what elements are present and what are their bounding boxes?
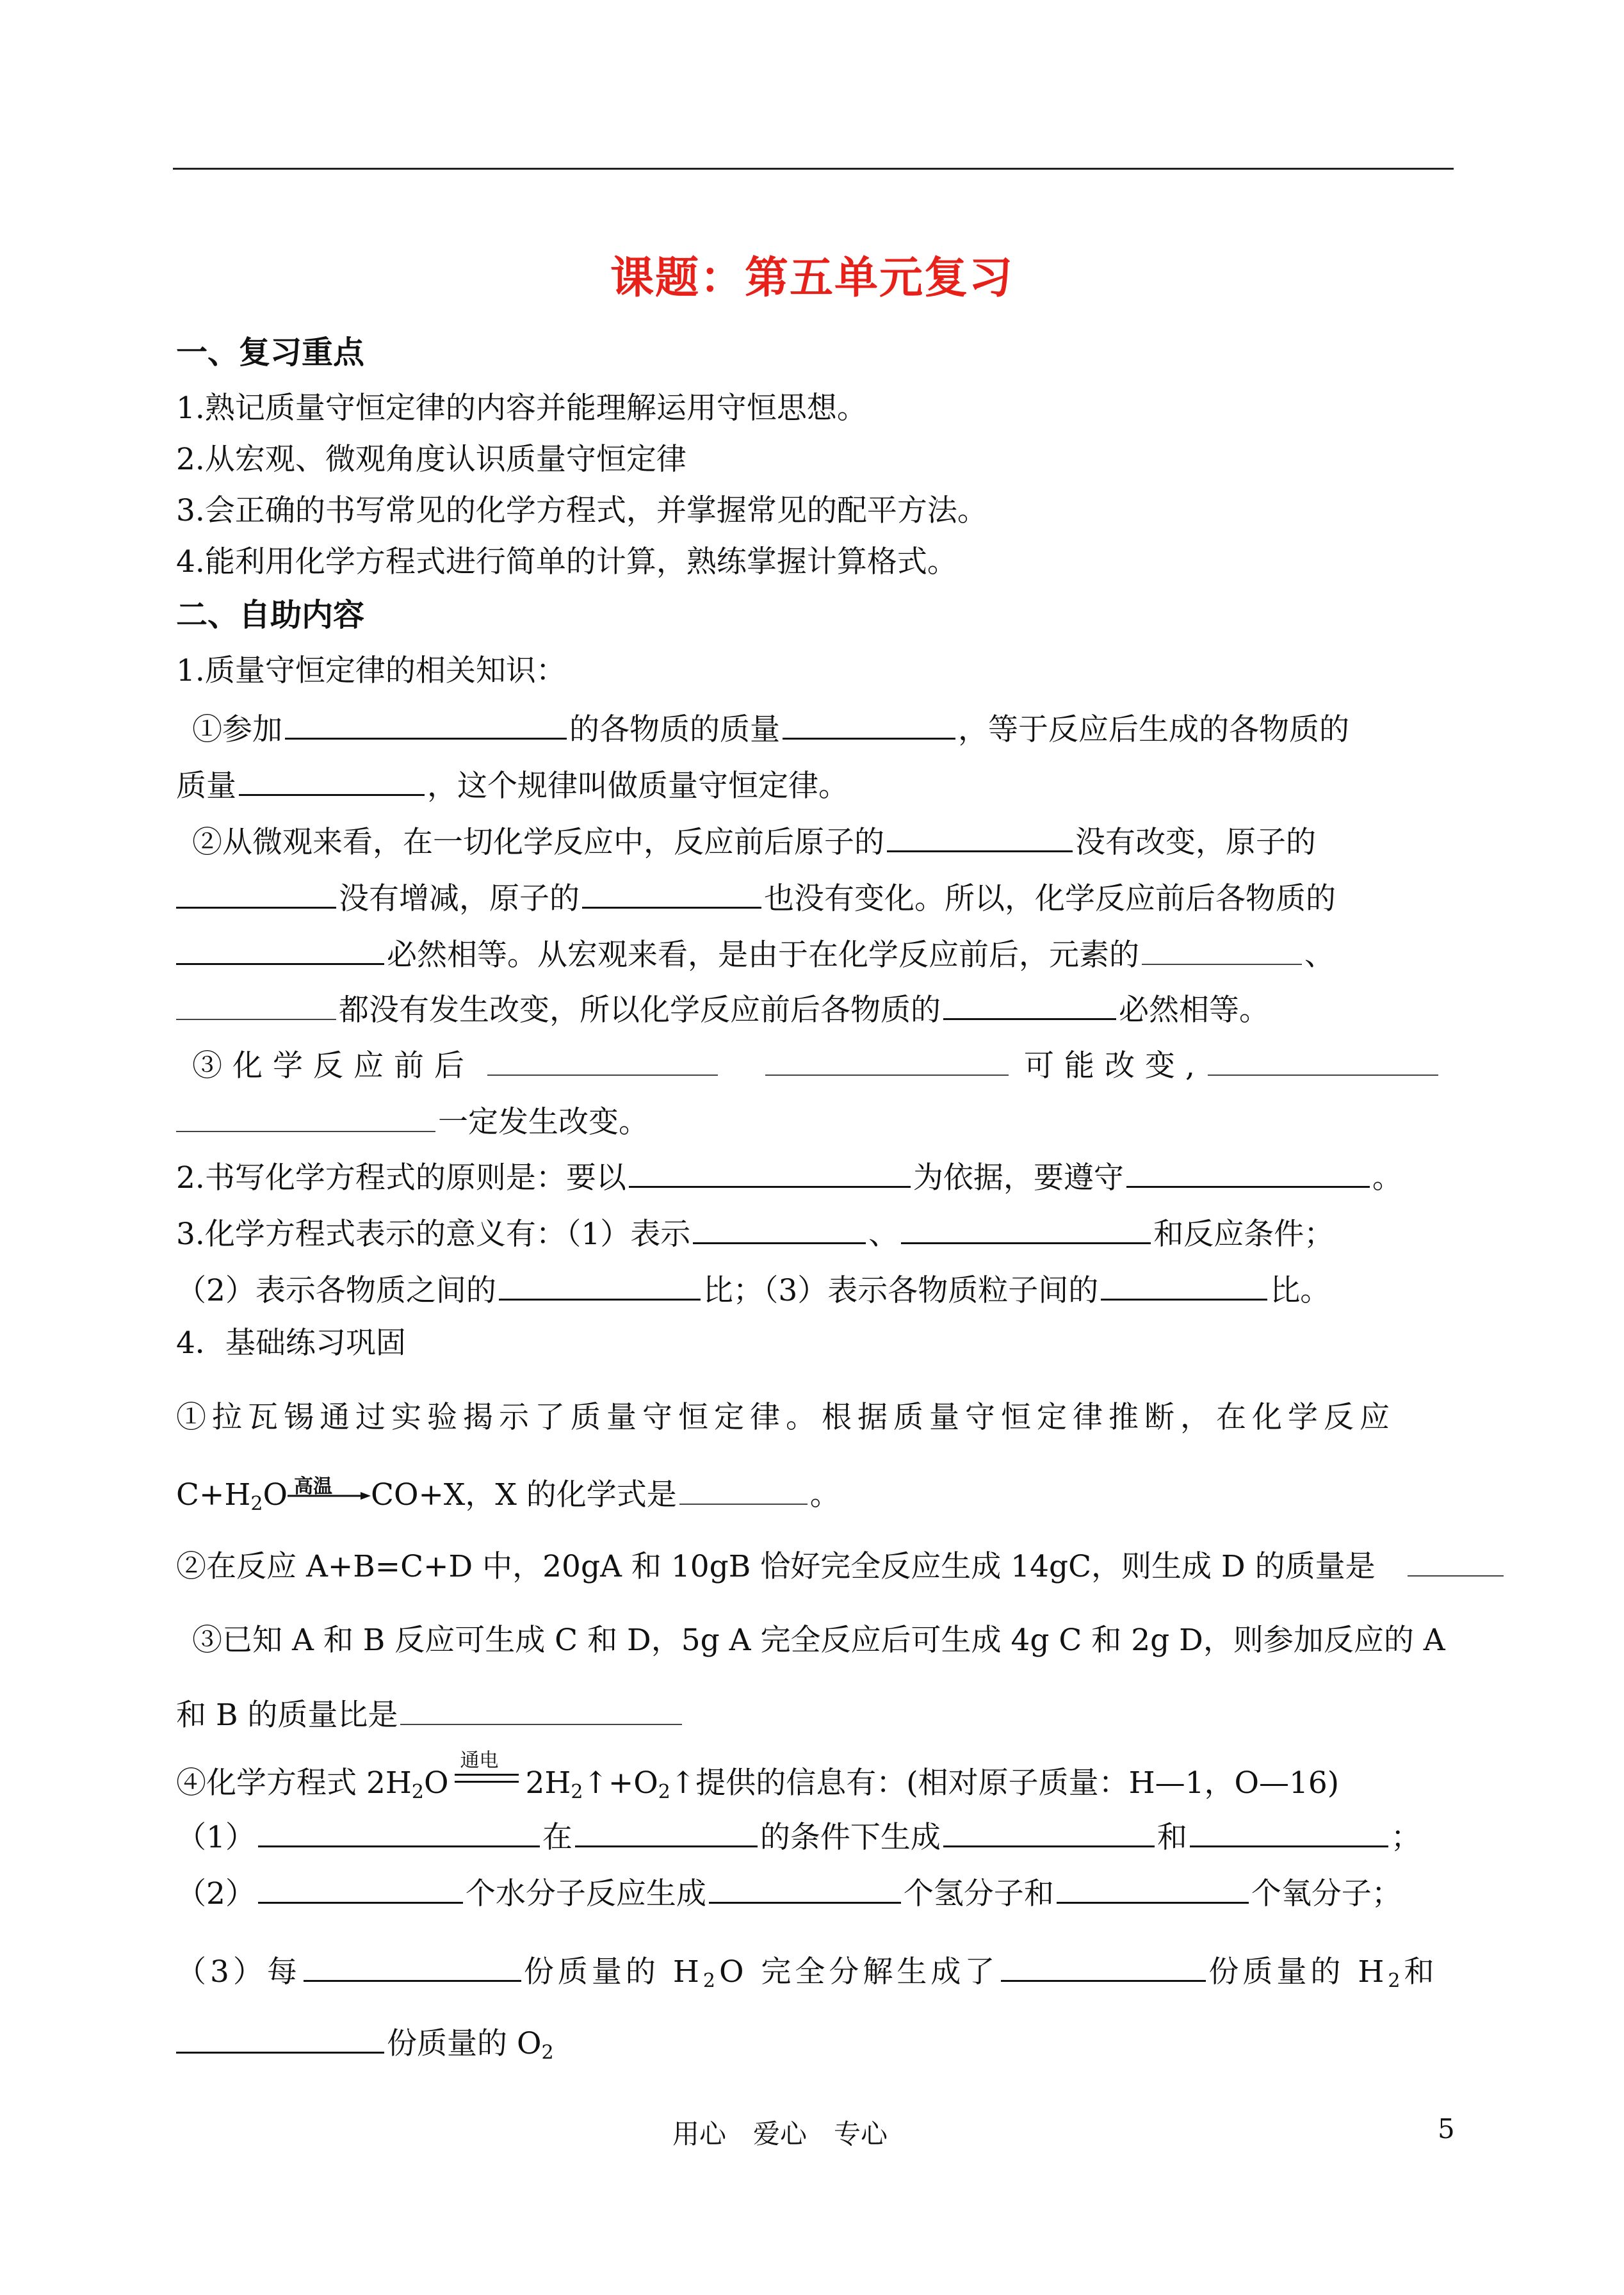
blank-input[interactable]: [943, 990, 1116, 1020]
blank-input[interactable]: [582, 879, 761, 909]
blank-input[interactable]: [176, 879, 336, 909]
practice-heading: 4．基础练习巩固: [176, 1326, 406, 1361]
page-title: 课题：第五单元复习: [610, 252, 1014, 304]
reaction-equals-sign: 通电: [448, 1761, 525, 1793]
blank-input[interactable]: [400, 1696, 682, 1725]
blank-input[interactable]: [285, 710, 567, 740]
blank-input[interactable]: [1001, 1952, 1206, 1982]
reaction-arrow: 高温: [288, 1473, 371, 1505]
blank-input[interactable]: [176, 935, 384, 965]
blank-input[interactable]: [176, 1103, 435, 1132]
blank-input[interactable]: [765, 1046, 1009, 1076]
blank-input[interactable]: [901, 1214, 1151, 1244]
blank-input[interactable]: [304, 1952, 521, 1982]
page-number: 5: [1438, 2113, 1455, 2145]
arrow-icon: [288, 1492, 371, 1500]
question-4-part-2: （2） 个水分子反应生成 个氢分子和 个氧分子；: [176, 1874, 1457, 1913]
blank-input[interactable]: [239, 766, 425, 796]
review-item-3: 3.会正确的书写常见的化学方程式，并掌握常见的配平方法。: [176, 493, 987, 528]
conservation-intro: 1.质量守恒定律的相关知识：: [176, 653, 566, 688]
blank-input[interactable]: [943, 1817, 1155, 1847]
review-item-2: 2.从宏观、微观角度认识质量守恒定律: [176, 442, 686, 477]
blank-input[interactable]: [575, 1817, 758, 1847]
question-4-part-1: （1） 在 的条件下生成 和 ；: [176, 1817, 1457, 1857]
fill-line-11: （2）表示各物质之间的 比；（3）表示各物质粒子间的 比。: [176, 1270, 1457, 1310]
section1-heading: 一、复习重点: [176, 334, 365, 371]
blank-input[interactable]: [258, 1817, 540, 1847]
blank-input[interactable]: [499, 1270, 701, 1301]
question-4-part-3-cont: 份质量的 $O_2$: [176, 2023, 1457, 2063]
header-rule: [173, 168, 1454, 170]
section2-heading: 二、自助内容: [176, 596, 365, 633]
blank-input[interactable]: [679, 1475, 808, 1505]
blank-input[interactable]: [887, 822, 1073, 852]
blank-input[interactable]: [1126, 1158, 1370, 1188]
blank-input[interactable]: [1057, 1874, 1249, 1904]
question-1-line-2: $C+H_2O$ 高温 CO+X，X 的化学式是 。: [176, 1473, 1457, 1514]
fill-line-2: 质量 ，这个规律叫做质量守恒定律。: [176, 766, 1457, 806]
fill-line-6: 都没有发生改变，所以化学反应前后各物质的 必然相等。: [176, 990, 1457, 1030]
question-4-part-3: （3）每 份质量的 $H_2O$ 完全分解生成了 份质量的 $H_2$和: [176, 1952, 1457, 1991]
fill-line-8: 一定发生改变。: [176, 1103, 1457, 1142]
fill-line-5: 必然相等。从宏观来看，是由于在化学反应前后，元素的 、: [176, 935, 1457, 975]
blank-input[interactable]: [1208, 1046, 1438, 1076]
footer-motto: 用心 爱心 专心: [672, 2118, 888, 2150]
fill-line-9: 2.书写化学方程式的原则是：要以 为依据，要遵守 。: [176, 1158, 1457, 1197]
review-item-4: 4.能利用化学方程式进行简单的计算，熟练掌握计算格式。: [176, 544, 957, 580]
blank-input[interactable]: [693, 1214, 866, 1244]
blank-input[interactable]: [1101, 1270, 1267, 1301]
blank-input[interactable]: [176, 2023, 384, 2054]
fill-line-10: 3.化学方程式表示的意义有：（1）表示 、 和反应条件；: [176, 1214, 1457, 1254]
question-1-line-1: ①拉瓦锡通过实验揭示了质量守恒定律。根据质量守恒定律推断，在化学反应: [176, 1400, 1395, 1435]
question-3-line-2: 和 B 的质量比是: [176, 1696, 1457, 1735]
fill-line-4: 没有增减，原子的 也没有变化。所以，化学反应前后各物质的: [176, 879, 1457, 918]
fill-line-3: ②从微观来看，在一切化学反应中，反应前后原子的 没有改变，原子的: [192, 822, 1473, 862]
blank-input[interactable]: [629, 1158, 911, 1188]
blank-input[interactable]: [1190, 1817, 1388, 1847]
blank-input[interactable]: [258, 1874, 463, 1904]
question-2: ②在反应 A+B=C+D 中，20gA 和 10gB 恰好完全反应生成 14gC，则生成 D 的质量是: [176, 1547, 1457, 1586]
blank-input[interactable]: [783, 710, 955, 740]
blank-input[interactable]: [1142, 936, 1302, 965]
review-item-1: 1.熟记质量守恒定律的内容并能理解运用守恒思想。: [176, 391, 867, 426]
blank-input[interactable]: [709, 1874, 901, 1904]
fill-line-1: ①参加 的各物质的质量 ，等于反应后生成的各物质的: [192, 710, 1473, 749]
fill-line-7: ③化学反应前后 可能改变,: [192, 1046, 1473, 1085]
blank-input[interactable]: [487, 1046, 718, 1076]
question-4-equation: ④化学方程式 $2H_2O$ 通电 $2H_2↑+O_2↑$提供的信息有：(相对原子质量：H—1，O—16): [176, 1749, 1340, 1803]
question-3-line-1: ③已知 A 和 B 反应可生成 C 和 D，5g A 完全反应后可生成 4g C 和 2g D，则参加反应的 A: [192, 1623, 1445, 1658]
blank-input[interactable]: [1408, 1547, 1504, 1577]
blank-input[interactable]: [176, 991, 336, 1020]
